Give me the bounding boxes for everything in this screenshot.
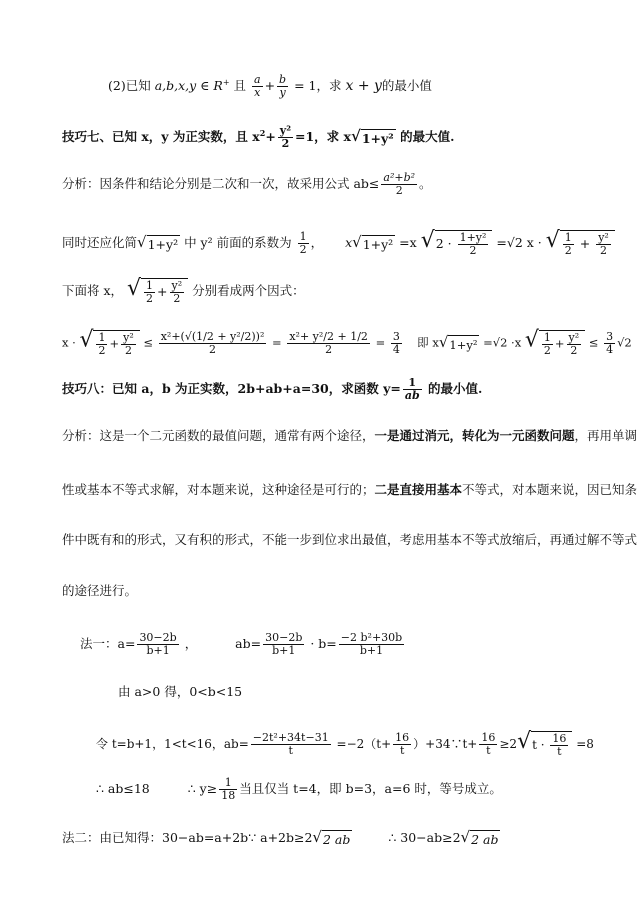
analysis-formula-line	[62, 172, 432, 197]
m1-frac-2: $\frac{30-2b}{b+1}$	[265, 631, 303, 657]
para-l1c: ，再用单调	[574, 428, 638, 443]
m1d-mid: ∴ y≥	[187, 781, 218, 796]
l1-prefix: (2)已知	[108, 78, 151, 93]
p2-sqrt-4: √ $\frac{1}{2}$ + $\frac{\text{y²}}{2}$	[546, 230, 615, 257]
para-l2a: 性或基本不等式求解，对本题来说，这种途径是可行的；	[62, 482, 375, 497]
m1-frac-3: $\frac{\text{−2 b²+30b}}{b+1}$	[340, 631, 403, 657]
p2-sqrt-1: √1+y²	[137, 233, 179, 252]
p3-tail: 分别看成两个因式：	[192, 283, 305, 298]
p2-pre: 同时还应化简	[62, 235, 138, 250]
m2-pre: 法二：由已知得：30−ab=a+2b∵ a+2b≥2	[62, 829, 313, 845]
l1-eq: = 1	[294, 78, 317, 93]
m1-ab: ab=	[235, 636, 262, 651]
p2-eq2: =√2 x ·	[496, 235, 546, 250]
p4-eq3: =√2 ·x	[483, 335, 522, 350]
t7-frac: $\frac{\text{y²}}{2}$	[279, 124, 292, 151]
p2-sqrt-3: √2 · $\frac{\text{1+y²}}{2}$	[421, 230, 493, 257]
l1-frac-a-x: $\frac{a}{x}$	[254, 73, 261, 99]
l1-tail: 的最小值	[381, 78, 432, 93]
m1-frac-1: $\frac{30-2b}{b+1}$	[139, 631, 177, 657]
p4-mid: 即 x	[417, 335, 439, 350]
m1d-pre: ∴ ab≤18	[96, 781, 150, 796]
m2-sqrt-2: √2 ab	[460, 828, 499, 847]
p2-frac-half: $\frac{1}{2}$	[299, 230, 307, 256]
l1-sup: +	[222, 77, 230, 87]
m1c-frac-3: $\frac{16}{t}$	[481, 731, 496, 757]
inequality-chain-line	[62, 327, 632, 357]
l1-frac-b-y: $\frac{b}{y}$	[279, 73, 287, 99]
m1c-ge: ≥2	[499, 737, 518, 751]
method-1-substitution	[96, 731, 594, 758]
para-l2c: 不等式，对本题来说，因已知条	[462, 482, 638, 497]
t8-frac: $\frac{1}{ab}$	[404, 376, 420, 402]
t8-tail: 的最小值.	[428, 381, 483, 396]
m1d-frac: $\frac{1}{18}$	[221, 776, 236, 802]
p4-eq2: =	[375, 335, 386, 350]
p2-comma: ，	[310, 235, 324, 250]
p4-tail: √2	[617, 335, 632, 350]
m1-comma: ，	[184, 636, 198, 651]
t8-pre: 技巧八：已知 a，b 为正实数，2b+ab+a=30，求函数 y=	[62, 381, 401, 396]
m1c-tail: =8	[576, 737, 594, 751]
l1-xy: x + y	[345, 78, 382, 94]
m2-mid: ∴ 30−ab≥2	[388, 829, 461, 845]
l1-vars: a,b,x,y ∈ R	[154, 78, 223, 93]
m1c-eq: =−2（t+	[336, 737, 392, 751]
t7-plus: +	[265, 129, 276, 145]
m1c-frac-1: $\frac{\text{−2t²+34t−31}}{t}$	[252, 731, 329, 757]
method-2-line	[62, 829, 500, 848]
p4-sqrt-2: √1+y²	[438, 333, 478, 352]
p1-tail: 。	[419, 176, 432, 191]
p4-le2: ≤	[588, 335, 599, 350]
p2-eq1: =x	[399, 235, 417, 250]
method-1-line	[80, 632, 406, 657]
method-1-conclusion	[96, 777, 502, 802]
t7-sup: 2	[259, 128, 266, 138]
l1-req: ，求	[316, 78, 342, 93]
p4-frac-1: $\frac{\text{x²+(√(1/2 + y²/2))²}}{2}$	[160, 330, 265, 356]
para-l2b: 二是直接用基本	[374, 482, 463, 497]
p3-pre: 下面将 x，	[62, 283, 124, 298]
problem-2-line	[108, 74, 432, 99]
m1-pre: 法一：a=	[80, 636, 136, 651]
analysis-paragraph-line-4: 的途径进行。	[62, 583, 138, 598]
analysis-paragraph-line-1	[62, 428, 637, 444]
l1-and: 且	[233, 78, 247, 93]
p4-frac-4: $\frac{3}{4}$	[606, 330, 614, 356]
t7-mid: =1，求 x	[295, 129, 351, 145]
p2-sqrt-2: √1+y²	[352, 233, 394, 252]
analysis-paragraph-line-3: 件中既有和的形式，又有积的形式，不能一步到位求出最值，考虑用基本不等式放缩后，再通过解不等式	[62, 532, 638, 547]
p1-pre: 分析：因条件和结论分别是二次和一次，故采用公式 ab≤	[62, 176, 380, 191]
t7-sqrt: √1+y²	[351, 127, 394, 146]
p2-mid: 中 y² 前面的系数为	[184, 235, 292, 250]
m1-dot: · b=	[310, 636, 337, 651]
p4-le: ≤	[143, 335, 154, 350]
analysis-paragraph-line-2	[62, 482, 637, 498]
m2-sqrt-1: √2 ab	[312, 828, 351, 847]
m1c-pre: 令 t=b+1，1<t<16，ab=	[96, 737, 249, 751]
m1c-frac-2: $\frac{16}{t}$	[395, 731, 410, 757]
m1c-mid: ）+34∵t+	[413, 737, 478, 751]
p1-frac: $\frac{\text{a²+b²}}{2}$	[383, 171, 416, 197]
p4-pre: x ·	[62, 335, 80, 350]
p4-sqrt-3: √ $\frac{1}{2}$ + $\frac{\text{y²}}{2}$	[525, 330, 585, 357]
para-l1b: 一是通过消元，转化为一元函数问题	[374, 428, 575, 443]
p3-sqrt: √ $\frac{1}{2}$ + $\frac{\text{y²}}{2}$	[127, 278, 188, 305]
method-1-condition: 由 a>0 得，0<b<15	[118, 684, 243, 699]
l1-plus: +	[264, 78, 276, 93]
p4-sqrt-1: √ $\frac{1}{2}$ + $\frac{\text{y²}}{2}$	[79, 330, 139, 357]
m1d-tail: 当且仅当 t=4，即 b=3，a=6 时，等号成立。	[239, 781, 502, 796]
p4-frac-2: $\frac{\text{x²+ y²/2 + 1/2}}{2}$	[289, 330, 368, 356]
m1c-sqrt: √t · $\frac{16}{t}$	[517, 731, 572, 758]
technique-7-heading	[62, 125, 455, 150]
t7-tail: 的最大值.	[400, 129, 455, 145]
factor-line	[62, 278, 305, 305]
para-l1a: 分析：这是一个二元函数的最值问题，通常有两个途径，	[62, 428, 375, 443]
p4-eq1: =	[272, 335, 282, 350]
technique-8-heading	[62, 377, 482, 402]
simplify-line	[62, 230, 615, 257]
t7-pre: 技巧七、已知 x，y 为正实数，且 x	[62, 129, 260, 145]
p2-x: x	[345, 235, 353, 250]
p4-frac-3: $\frac{3}{4}$	[392, 330, 400, 356]
